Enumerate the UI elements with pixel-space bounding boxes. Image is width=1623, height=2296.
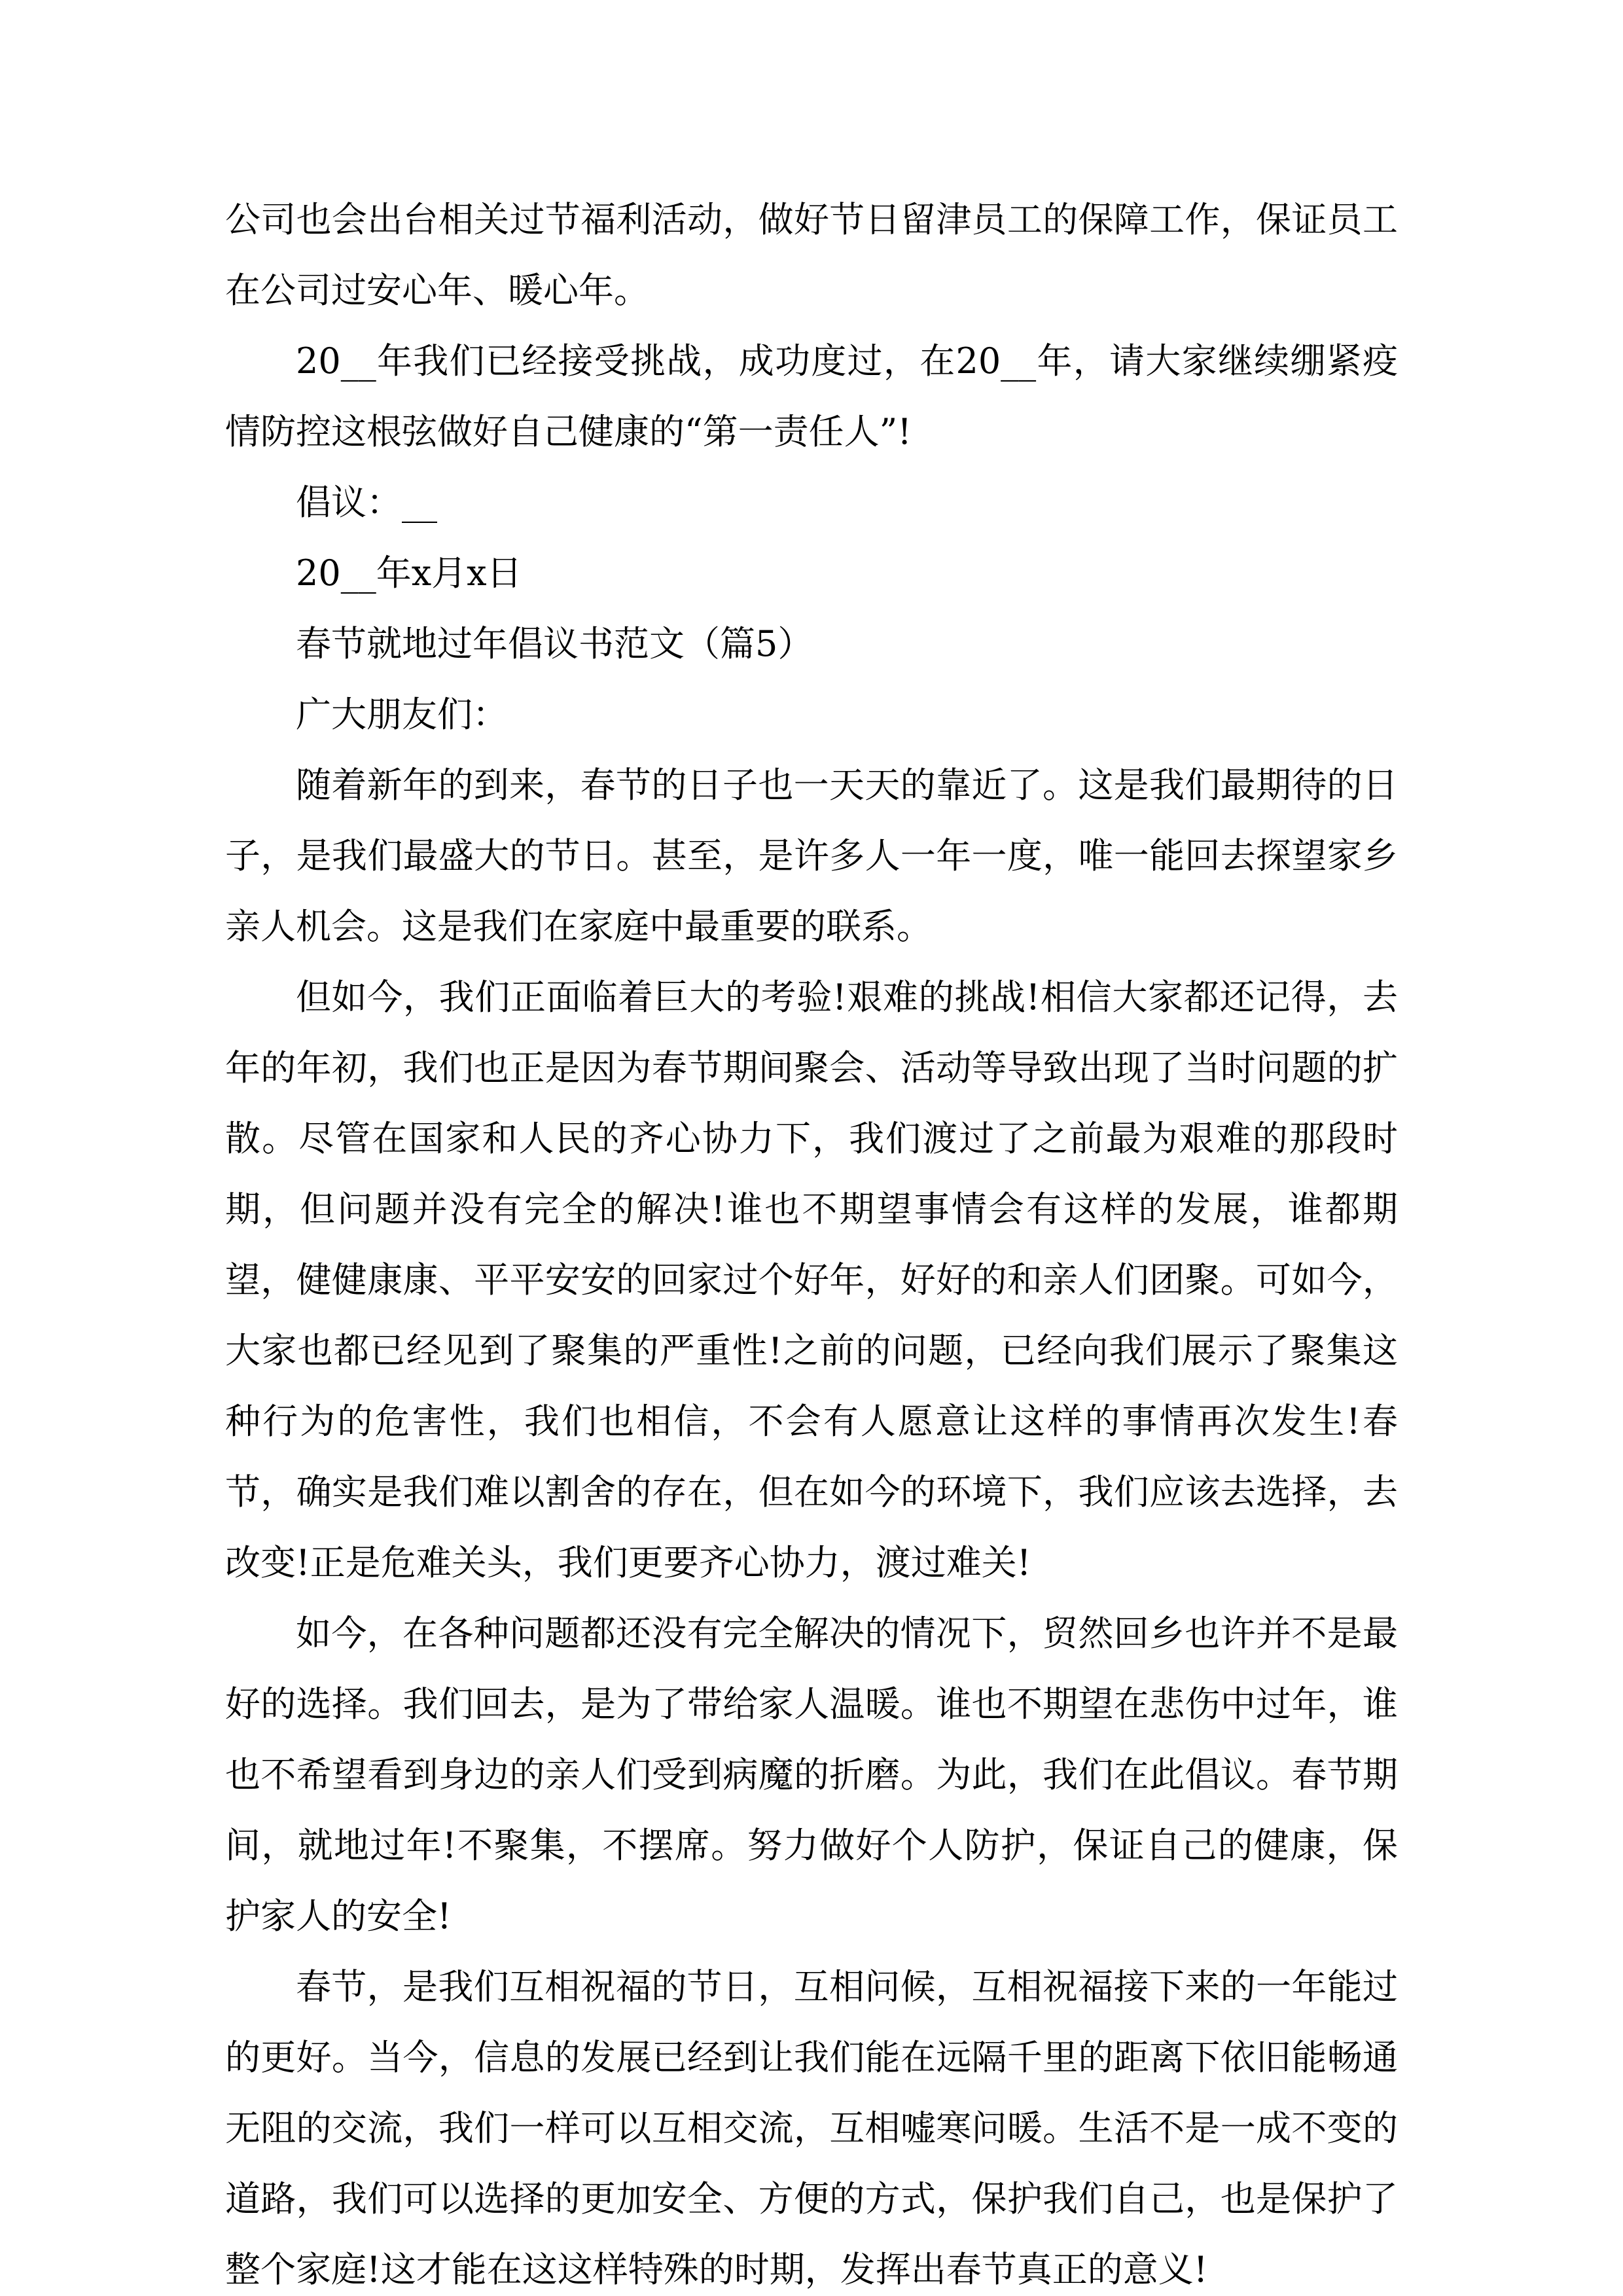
paragraph-continuation: 公司也会出台相关过节福利活动，做好节日留津员工的保障工作，保证员工在公司过安心年、暖心年。 (225, 199, 1398, 311)
paragraph: 20__年我们已经接受挑战，成功度过，在20__年，请大家继续绷紧疫情防控这根弦做好自己健康的“第一责任人”! (225, 340, 1398, 452)
paragraph: 春节，是我们互相祝福的节日，互相问候，互相祝福接下来的一年能过的更好。当今，信息的发展已经到让我们能在远隔千里的距离下依旧能畅通无阻的交流，我们一样可以互相交流，互相嘘寒问暖。生活不是一成不变的道路，我们可以选择的更加安全、方便的方式，保护我们自己，也是保护了整个家庭!这才能在这这样特殊的时期，发挥出春节真正的意义! (225, 1966, 1398, 2290)
paragraph: 随着新年的到来，春节的日子也一天天的靠近了。这是我们最期待的日子，是我们最盛大的节日。甚至，是许多人一年一度，唯一能回去探望家乡亲人机会。这是我们在家庭中最重要的联系。 (225, 764, 1398, 947)
paragraph: 如今，在各种问题都还没有完全解决的情况下，贸然回乡也许并不是最好的选择。我们回去，是为了带给家人温暖。谁也不期望在悲伤中过年，谁也不希望看到身边的亲人们受到病魔的折磨。为此，我们在此倡议。春节期间，就地过年!不聚集，不摆席。努力做好个人防护，保证自己的健康，保护家人的安全! (225, 1613, 1398, 1937)
paragraph: 但如今，我们正面临着巨大的考验!艰难的挑战!相信大家都还记得，去年的年初，我们也正是因为春节期间聚会、活动等导致出现了当时问题的扩散。尽管在国家和人民的齐心协力下，我们渡过了之前最为艰难的那段时期，但问题并没有完全的解决!谁也不期望事情会有这样的发展，谁都期望，健健康康、平平安安的回家过个好年，好好的和亲人们团聚。可如今，大家也都已经见到了聚集的严重性!之前的问题，已经向我们展示了聚集这种行为的危害性，我们也相信，不会有人愿意让这样的事情再次发生!春节，确实是我们难以割舍的存在，但在如今的环境下，我们应该去选择，去改变!正是危难关头，我们更要齐心协力，渡过难关! (225, 977, 1398, 1583)
salutation: 广大朋友们： (296, 694, 508, 735)
signature-line: 倡议：__ (296, 482, 437, 523)
date-line: 20__年x月x日 (296, 552, 522, 594)
section-title: 春节就地过年倡议书范文（篇5） (296, 623, 813, 664)
